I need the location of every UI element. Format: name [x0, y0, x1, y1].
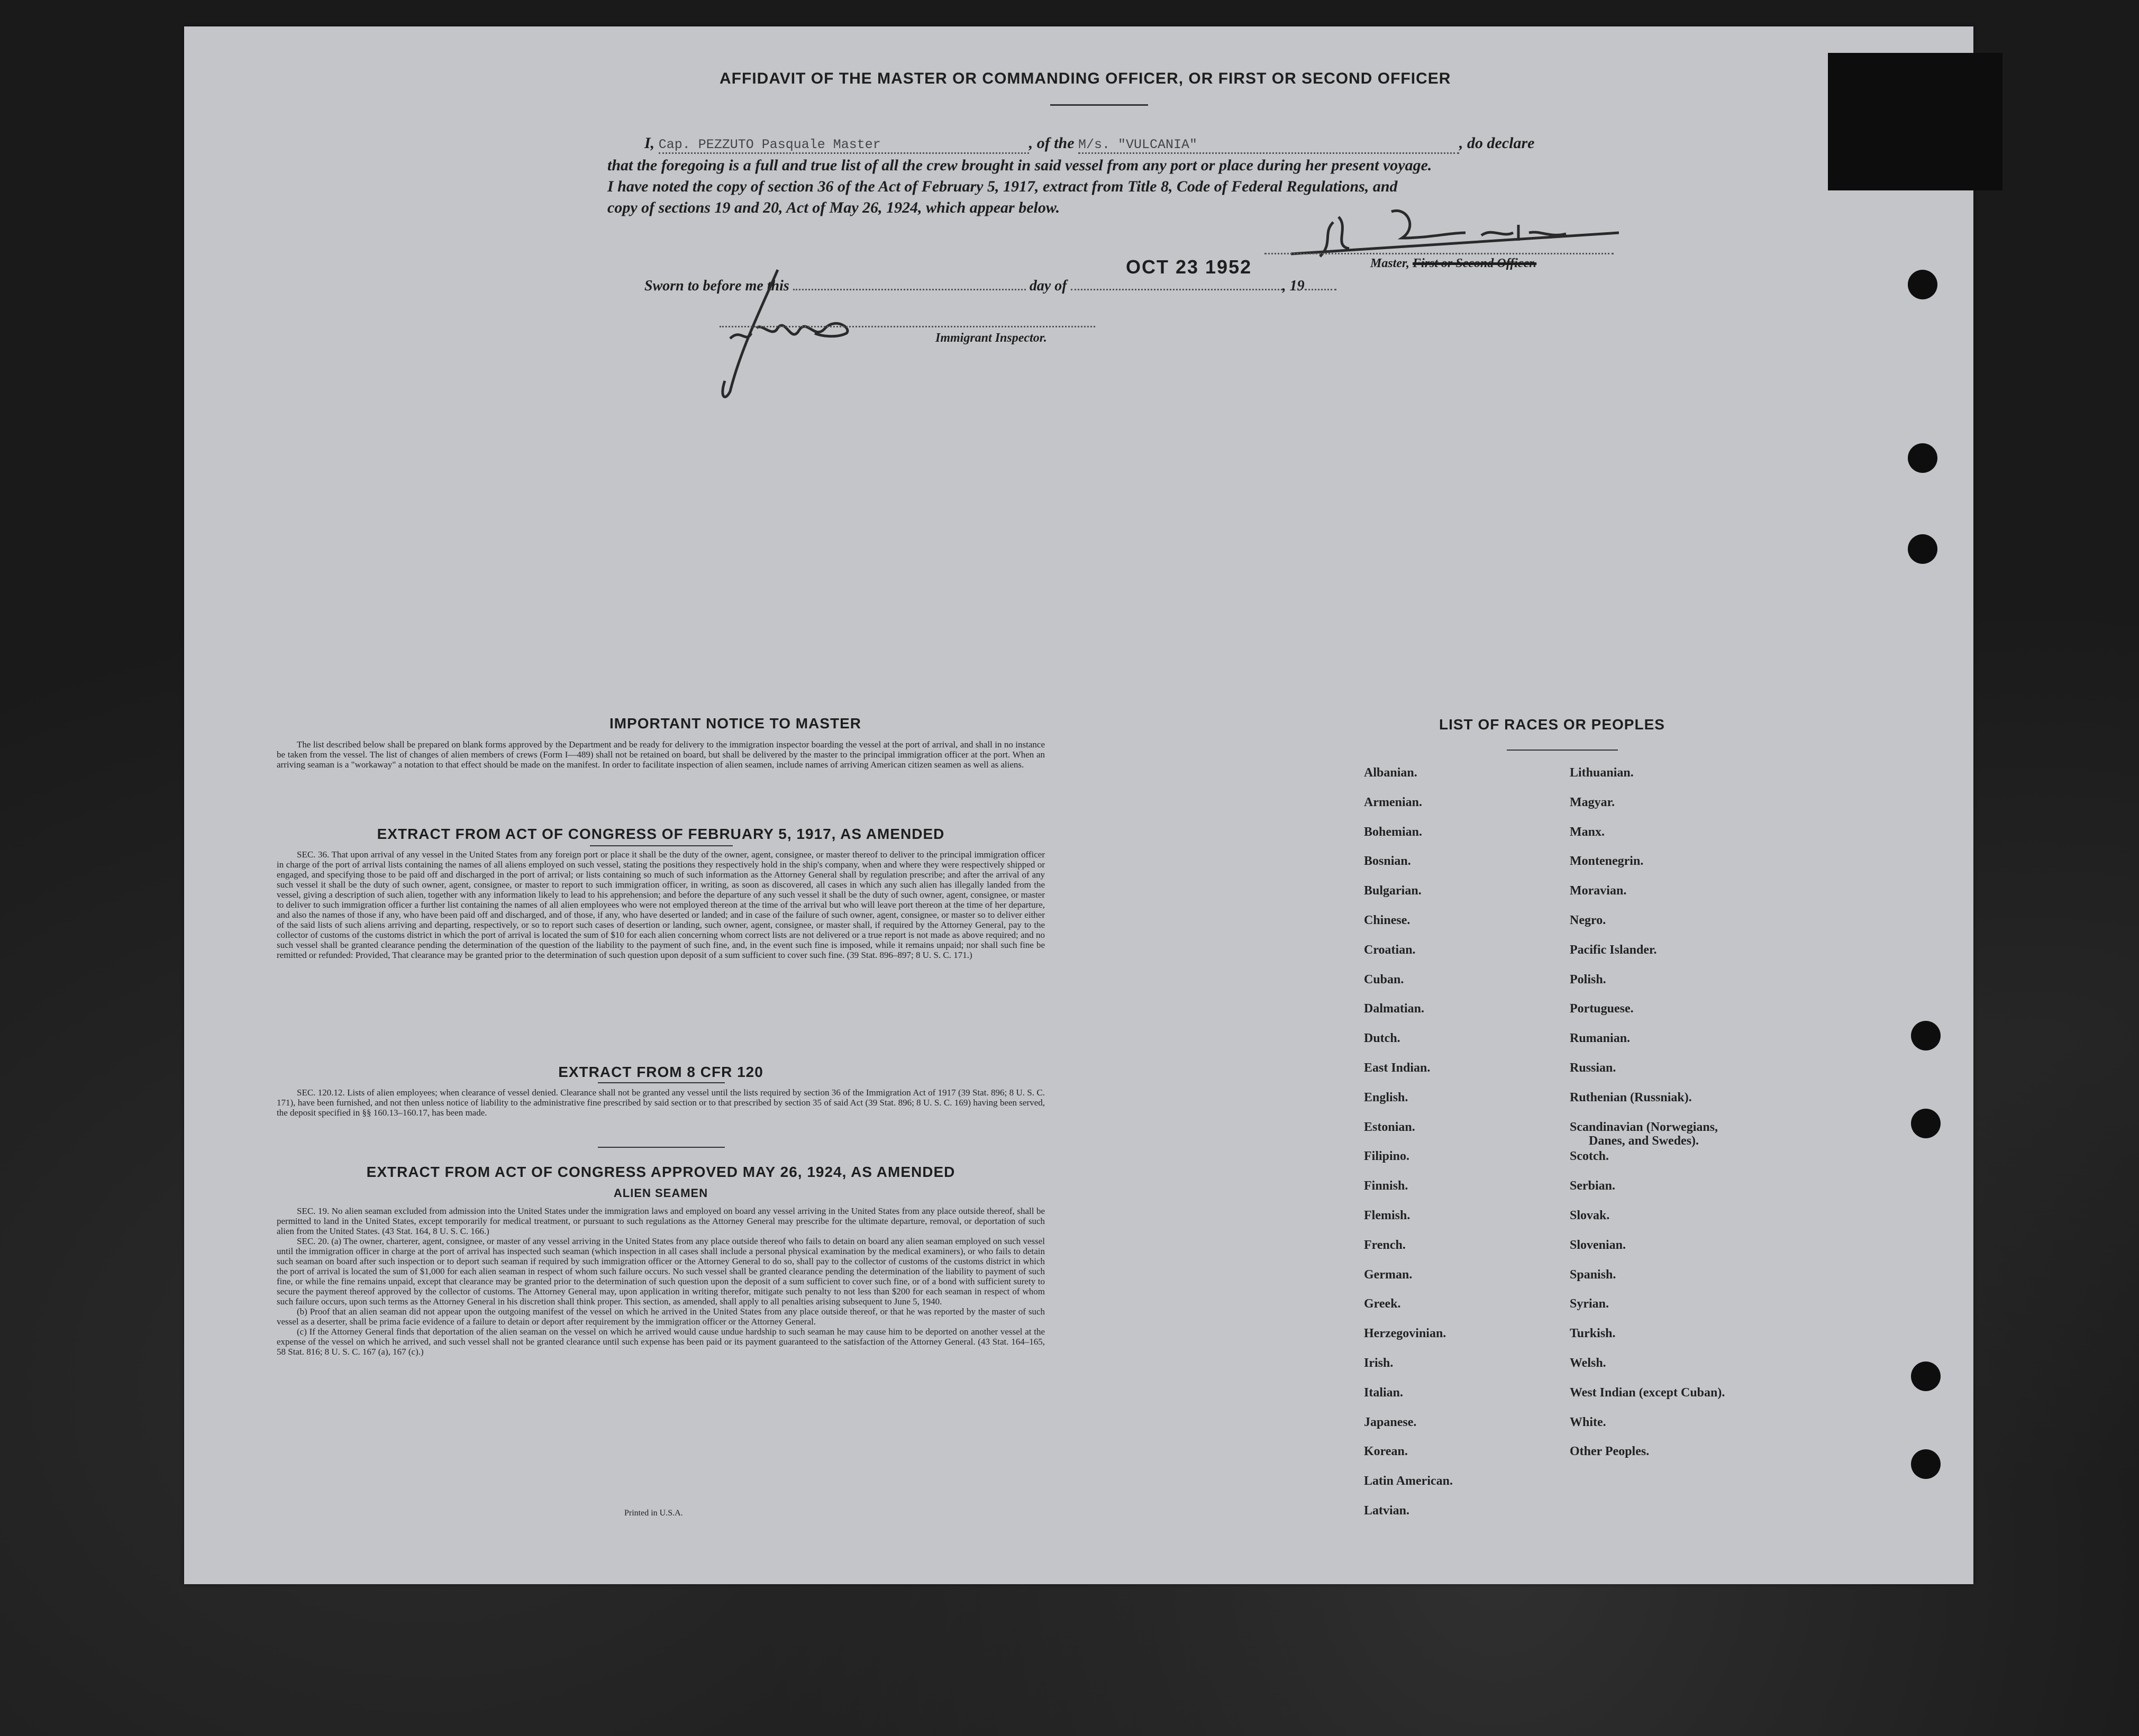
race-item: Croatian.: [1364, 943, 1416, 957]
race-item: Manx.: [1570, 825, 1605, 839]
race-item: Chinese.: [1364, 913, 1410, 927]
race-item: East Indian.: [1364, 1061, 1431, 1075]
extract-cfr-title: EXTRACT FROM 8 CFR 120: [558, 1064, 763, 1080]
notice-title: IMPORTANT NOTICE TO MASTER: [609, 715, 862, 732]
notice-text: [277, 739, 1045, 770]
race-item: Estonian.: [1364, 1120, 1415, 1134]
punch-hole: [1908, 270, 1937, 299]
vessel-field: [1078, 134, 1459, 154]
name-field: [659, 134, 1029, 154]
printed-in-usa: Printed in U.S.A.: [624, 1509, 683, 1518]
race-item: German.: [1364, 1268, 1413, 1282]
race-item: English.: [1364, 1091, 1408, 1104]
day-of-label: day of: [1029, 278, 1067, 294]
punch-hole: [1911, 1449, 1941, 1479]
race-item: Serbian.: [1570, 1179, 1616, 1193]
sec20b-paragraph: (b) Proof that an alien seaman did not appear upon the outgoing manifest of the vessel on which he arrived in the United States from any place outside thereof, or that he was reported by the master of such vessel as a deserter, shall be prima facie evidence of a failure to detain or deport after requirement by the immigration officer or the Attorney General.: [277, 1306, 1045, 1327]
notice-paragraph: The list described below shall be prepared on blank forms approved by the Department and be ready for delivery to the immigration inspector boarding the vessel at the port of arrival, and shall in no instance be taken from the vessel. The list of changes of alien members of crews (Form I—489) shall not be retained on board, but shall be delivered by the master to the principal immigration officer at the port. When an arriving seaman is a "workaway" a notation to that effect should be made on the manifest. In order to facilitate inspection of alien seamen, include names of arriving American citizen seamen as well as aliens.: [277, 739, 1045, 770]
race-item: Pacific Islander.: [1570, 943, 1657, 957]
race-item: Korean.: [1364, 1445, 1408, 1458]
inspector-line: [720, 326, 1095, 327]
race-item: Scotch.: [1570, 1149, 1609, 1163]
extract-1924-title: EXTRACT FROM ACT OF CONGRESS APPROVED MAY 26, 1924, AS AMENDED: [366, 1164, 955, 1180]
signature-line: [1264, 253, 1614, 254]
race-item: Ruthenian (Russniak).: [1570, 1091, 1692, 1104]
race-item: Cuban.: [1364, 973, 1404, 986]
race-item: Russian.: [1570, 1061, 1616, 1075]
race-item: Lithuanian.: [1570, 766, 1634, 780]
race-item: Flemish.: [1364, 1209, 1410, 1222]
race-item: Scandinavian (Norwegians,: [1570, 1120, 1718, 1134]
race-item: Armenian.: [1364, 796, 1422, 809]
of-the-label: , of the: [1028, 134, 1075, 152]
master-label: Master,: [1370, 257, 1410, 270]
sworn-year-field: [1305, 289, 1336, 290]
race-item: Japanese.: [1364, 1415, 1417, 1429]
race-item: Montenegrin.: [1570, 854, 1644, 868]
punch-hole: [1911, 1362, 1941, 1391]
inspector-signature: [693, 264, 868, 407]
sec20c-paragraph: (c) If the Attorney General finds that deportation of the alien seaman on the vessel on which he arrived would cause undue hardship to such seaman he may cause him to be deported on another vessel at the expense of the vessel on which he arrived, and such vessel shall not be granted clearance until such expense has been paid or its payment guaranteed to the satisfaction of the Attorney General. (43 Stat. 164–165, 58 Stat. 816; 8 U. S. C. 167 (a), 167 (c).): [277, 1327, 1045, 1357]
race-item: Filipino.: [1364, 1149, 1410, 1163]
race-item: Negro.: [1570, 913, 1606, 927]
races-rule: [1507, 750, 1618, 751]
race-item: French.: [1364, 1238, 1406, 1252]
sec20-paragraph: SEC. 20. (a) The owner, charterer, agent, consignee, or master of any vessel arriving in the United States from any place outside thereof who fails to detain on board any alien seaman employed on such vessel until the immigration officer in charge at the port of arrival has inspected such seaman (which inspection in all cases shall include a personal physical examination by the medical examiners), or who fails to detain such seaman on board after such inspection or to deport such seaman if required by such immigration officer or the Attorney General to do so, shall pay to the collector of customs of the customs district in which the port of arrival is located the sum of $1,000 for each alien seaman in respect of whom such failure occurs. No such vessel shall be granted clearance pending the determination of the liability to payment of such fine, or while the fine remains unpaid, except that clearance may be granted prior to the determination of such question upon the deposit of a sum sufficient to cover such fine, or of a bond with sufficient surety to secure the payment thereof approved by the collector of customs. The Attorney General may, upon application in writing therefor, mitigate such penalty to not less than $200 for each seaman in respect of whom such failure occurs, upon such terms as the Attorney General in his discretion shall think proper. This section, as amended, shall apply to all penalties arising subsequent to June 5, 1940.: [277, 1236, 1045, 1306]
scan-shadow-corner: [1828, 53, 2003, 190]
race-item: Albanian.: [1364, 766, 1417, 780]
extract-1917-text: [277, 849, 1045, 960]
race-item: Magyar.: [1570, 796, 1615, 809]
race-item: White.: [1570, 1415, 1606, 1429]
race-item: Latvian.: [1364, 1504, 1410, 1518]
affidavit-title: AFFIDAVIT OF THE MASTER OR COMMANDING OFFICER, OR FIRST OR SECOND OFFICER: [720, 70, 1451, 87]
struck-officer-label: First or Second Officer.: [1413, 257, 1537, 270]
title-rule: [1050, 104, 1148, 106]
year-prefix: , 19: [1282, 278, 1305, 294]
race-item: Dalmatian.: [1364, 1002, 1424, 1016]
race-item: Bulgarian.: [1364, 884, 1422, 898]
sworn-prefix: Sworn to before me this: [644, 278, 789, 294]
race-item: Welsh.: [1570, 1356, 1606, 1370]
alien-seamen-subtitle: ALIEN SEAMEN: [613, 1186, 708, 1200]
race-item: Latin American.: [1364, 1474, 1453, 1488]
race-item: Irish.: [1364, 1356, 1394, 1370]
race-item: Danes, and Swedes).: [1589, 1134, 1699, 1148]
race-item: Slovenian.: [1570, 1238, 1626, 1252]
decl-suffix: , do declare: [1459, 134, 1535, 152]
race-item: Slovak.: [1570, 1209, 1610, 1222]
decl-prefix: I,: [644, 134, 655, 152]
section-rule: [598, 1082, 725, 1083]
sec120-paragraph: SEC. 120.12. Lists of alien employees; when clearance of vessel denied. Clearance shall not be granted any vessel until the lists required by section 36 of the Immigration Act of 1917 (39 Stat. 896; 8 U. S. C. 171), have been furnished, and not then unless notice of liability to the administrative fine prescribed by said section or to that prescribed by section 35 of said Act (39 Stat. 896; 8 U. S. C. 169) having been served, the deposit specified in §§ 160.13–160.17, has been made.: [277, 1088, 1045, 1118]
race-item: Greek.: [1364, 1297, 1401, 1311]
race-item: Polish.: [1570, 973, 1606, 986]
race-item: West Indian (except Cuban).: [1570, 1386, 1725, 1400]
extract-cfr-text: [277, 1088, 1045, 1118]
race-item: Bosnian.: [1364, 854, 1411, 868]
master-name: Cap. PEZZUTO Pasquale Master: [658, 137, 881, 152]
declaration-line-3: I have noted the copy of section 36 of the Act of February 5, 1917, extract from Title 8, Code of Federal Regulations, and: [607, 178, 1398, 195]
extract-1917-title: EXTRACT FROM ACT OF CONGRESS OF FEBRUARY 5, 1917, AS AMENDED: [377, 826, 945, 842]
race-item: Dutch.: [1364, 1031, 1400, 1045]
date-stamp: OCT 23 1952: [1126, 256, 1252, 278]
race-item: Herzegovinian.: [1364, 1327, 1446, 1340]
race-item: Syrian.: [1570, 1297, 1609, 1311]
sworn-month-field: [1071, 289, 1282, 290]
race-item: Finnish.: [1364, 1179, 1408, 1193]
race-item: Portuguese.: [1570, 1002, 1634, 1016]
races-title: LIST OF RACES OR PEOPLES: [1439, 716, 1665, 733]
race-item: Moravian.: [1570, 884, 1627, 898]
punch-hole: [1911, 1109, 1941, 1138]
sec36-paragraph: SEC. 36. That upon arrival of any vessel in the United States from any foreign port or place it shall be the duty of the owner, agent, consignee, or master thereof to deliver to the principal immigration officer in charge of the port of arrival lists containing the names of all aliens employed on such vessel, stating the positions they respectively hold in the ship's company, when and where they were respectively shipped or engaged, and specifying those to be paid off and discharged in the port of arrival; or lists containing so much of such information as the Attorney General shall by regulation prescribe; and after the arrival of any such vessel it shall be the duty of such owner, agent, consignee, or master to report to such immigration officer, in writing, as soon as discovered, all cases in which any such alien has illegally landed from the vessel, giving a description of such alien, together with any information likely to lead to his apprehension; and before the departure of any such vessel it shall be the duty of such owner, agent, consignee, or master to deliver to such immigration officer a further list containing the names of all alien employees who were not employed thereon at the time of the arrival but who will leave port thereon at the time of her departure, and also the names of those if any, who have been paid off and discharged, and of those, if any, who have deserted or landed; and in case of the failure of such owner, agent, consignee, or master so to deliver either of the said lists of such aliens arriving and departing, respectively, or so to report such cases of desertion or landing, such owner, agent, consignee, or master shall, if required by the Attorney General, pay to the collector of customs of the customs district in which the port of arrival is located the sum of $10 for each alien concerning whom correct lists are not delivered or a true report is not made as above required; and no such vessel shall be granted clearance pending the determination of the question of the liability to the payment of such fine, and, in the event such fine is imposed, while it remains unpaid; nor shall such fine be remitted or refunded: Provided, That clearance may be granted prior to the determination of such question upon deposit of a sum sufficient to cover such fine. (39 Stat. 896–897; 8 U. S. C. 171.): [277, 849, 1045, 960]
race-item: Rumanian.: [1570, 1031, 1631, 1045]
master-label-row: [1370, 257, 1536, 271]
declaration-line-2: that the foregoing is a full and true list of all the crew brought in said vessel from any port or place during her present voyage.: [607, 157, 1432, 174]
declaration-line-1: [644, 134, 1534, 154]
vessel-name: M/s. "VULCANIA": [1078, 137, 1198, 152]
race-item: Spanish.: [1570, 1268, 1616, 1282]
punch-hole: [1908, 443, 1937, 473]
race-item: Italian.: [1364, 1386, 1404, 1400]
extract-1924-text: [277, 1206, 1045, 1357]
punch-hole: [1908, 534, 1937, 564]
race-item: Other Peoples.: [1570, 1445, 1650, 1458]
punch-hole: [1911, 1021, 1941, 1050]
race-item: Bohemian.: [1364, 825, 1423, 839]
race-item: Turkish.: [1570, 1327, 1616, 1340]
sec19-paragraph: SEC. 19. No alien seaman excluded from admission into the United States under the immigration laws and employed on board any vessel arriving in the United States from any place outside thereof, shall be permitted to land in the United States, except temporarily for medical treatment, or pursuant to such regulations as the Attorney General may prescribe for the ultimate departure, removal, or deportation of such alien from the United States. (43 Stat. 164, 8 U. S. C. 166.): [277, 1206, 1045, 1236]
declaration-line-4: copy of sections 19 and 20, Act of May 26, 1924, which appear below.: [607, 199, 1060, 216]
section-rule: [590, 845, 733, 846]
inspector-label: Immigrant Inspector.: [935, 331, 1047, 345]
section-rule: [598, 1147, 725, 1148]
